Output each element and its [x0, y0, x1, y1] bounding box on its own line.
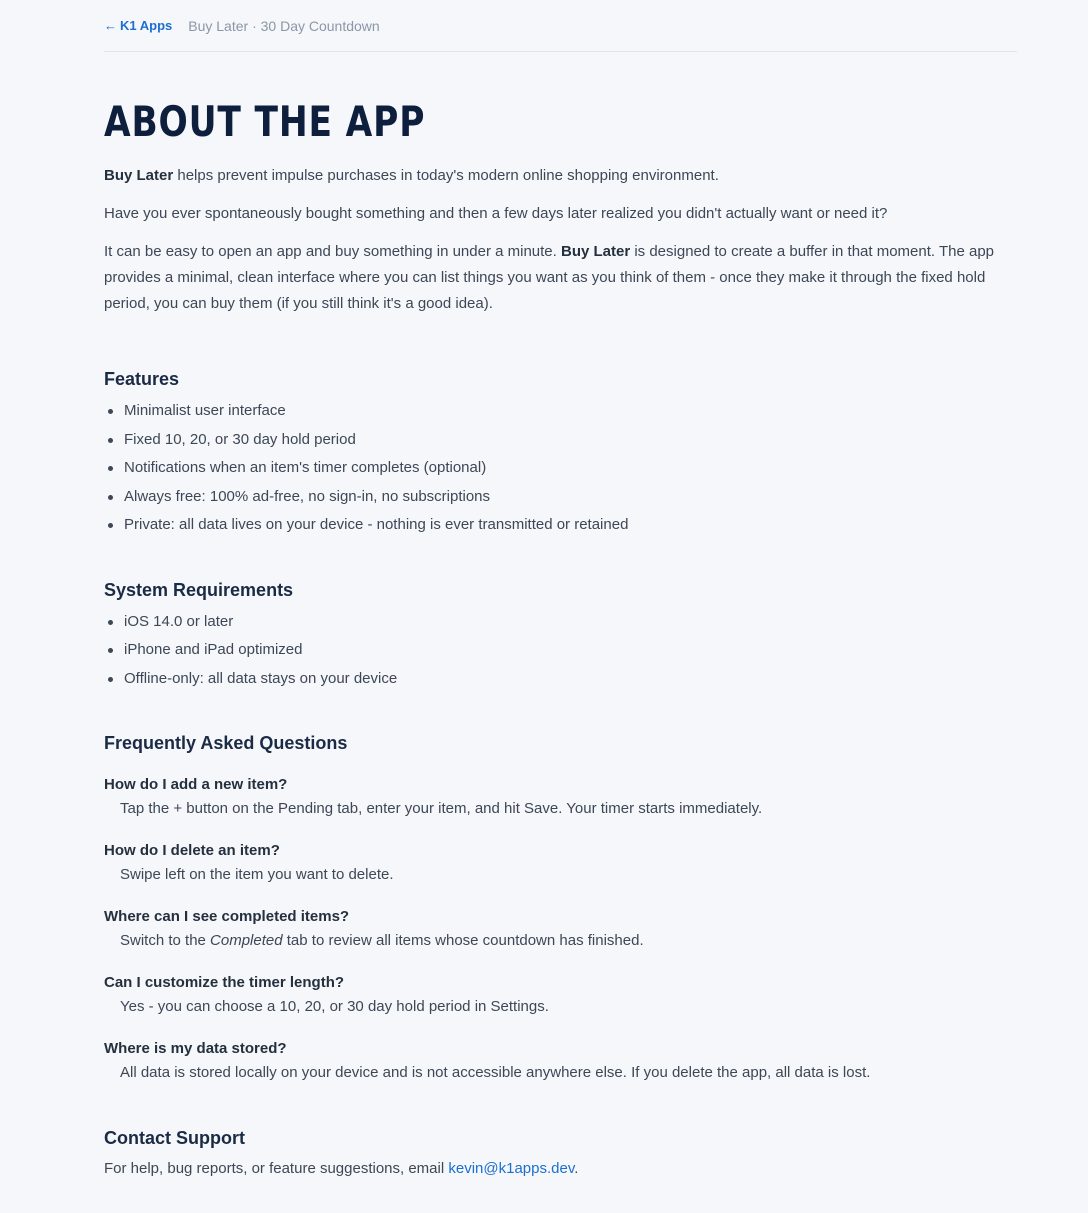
completed-tab-emphasis: Completed — [210, 932, 283, 949]
back-link[interactable] — [104, 18, 172, 33]
contact-text — [104, 1156, 1017, 1182]
system-requirements-heading: System Requirements — [104, 579, 294, 600]
faq-item — [104, 774, 1017, 822]
list-item: Always free: 100% ad-free, no sign-in, no subscriptions — [124, 483, 1017, 512]
faq-question: How do I delete an item? — [104, 842, 280, 859]
faq-answer: All data is stored locally on your device and is not accessible anywhere else. If you delete the app, all data is lost. — [120, 1064, 871, 1081]
faq-item — [104, 1038, 1017, 1086]
page-title: ABOUT THE APP — [104, 97, 426, 146]
intro-p3-rest: is designed to create a buffer in that moment. The app provides a minimal, clean interface where you can list things you want as you think of them - once they make it through the fixed hold period, you can buy them (if you still think it's a good idea). — [104, 243, 995, 312]
back-arrow-icon: ← — [104, 18, 117, 33]
faq-item — [104, 840, 1017, 888]
breadcrumb: Buy Later · 30 Day Countdown — [188, 18, 380, 34]
top-nav — [104, 0, 1017, 52]
faq-question: How do I add a new item? — [104, 776, 288, 793]
faq-question: Can I customize the timer length? — [104, 974, 345, 991]
faq-answer: Tap the + button on the Pending tab, enter your item, and hit Save. Your timer starts immediately. — [120, 800, 763, 817]
contact-text-suffix: . — [574, 1160, 579, 1177]
intro-paragraph-3 — [104, 239, 1017, 317]
faq-question: Where is my data stored? — [104, 1040, 287, 1057]
list-item: Private: all data lives on your device - nothing is ever transmitted or retained — [124, 511, 1017, 540]
faq-answer-start: Switch to the — [120, 932, 211, 949]
support-email-link[interactable]: kevin@k1apps.dev — [448, 1160, 575, 1177]
intro-p1-text: helps prevent impulse purchases in today's modern online shopping environment. — [173, 167, 719, 184]
app-name-bold: Buy Later — [560, 243, 631, 260]
contact-support-heading: Contact Support — [104, 1128, 245, 1148]
app-name-bold: Buy Later — [104, 167, 174, 184]
faq-heading: Frequently Asked Questions — [104, 733, 348, 753]
contact-text-label: For help, bug reports, or feature suggestions, email — [104, 1160, 449, 1177]
list-item: Fixed 10, 20, or 30 day hold period — [124, 426, 1017, 455]
requirements-list — [104, 608, 1017, 694]
features-heading: Features — [104, 369, 180, 389]
faq-answer: Swipe left on the item you want to delete. — [120, 866, 394, 883]
back-link-label: K1 Apps — [120, 18, 173, 33]
list-item: iOS 14.0 or later — [124, 608, 1017, 637]
faq-item — [104, 906, 1017, 954]
faq-question: Where can I see completed items? — [104, 908, 350, 925]
list-item: Notifications when an item's timer completes (optional) — [124, 454, 1017, 483]
list-item: iPhone and iPad optimized — [124, 636, 1017, 665]
list-item: Offline-only: all data stays on your device — [124, 665, 1017, 694]
page — [104, 0, 1017, 1182]
faq-item — [104, 972, 1017, 1020]
faq-answer: Yes - you can choose a 10, 20, or 30 day hold period in Settings. — [120, 998, 549, 1015]
list-item: Minimalist user interface — [124, 397, 1017, 426]
intro-p3-start: It can be easy to open an app and buy something in under a minute. — [104, 243, 561, 260]
features-list — [104, 397, 1017, 540]
intro-paragraph-2: Have you ever spontaneously bought something and then a few days later realized you didn't actually want or need it? — [104, 205, 888, 222]
faq-answer-rest: tab to review all items whose countdown has finished. — [282, 932, 644, 949]
intro-paragraph-1 — [104, 163, 1017, 189]
faq-answer — [104, 928, 1017, 954]
